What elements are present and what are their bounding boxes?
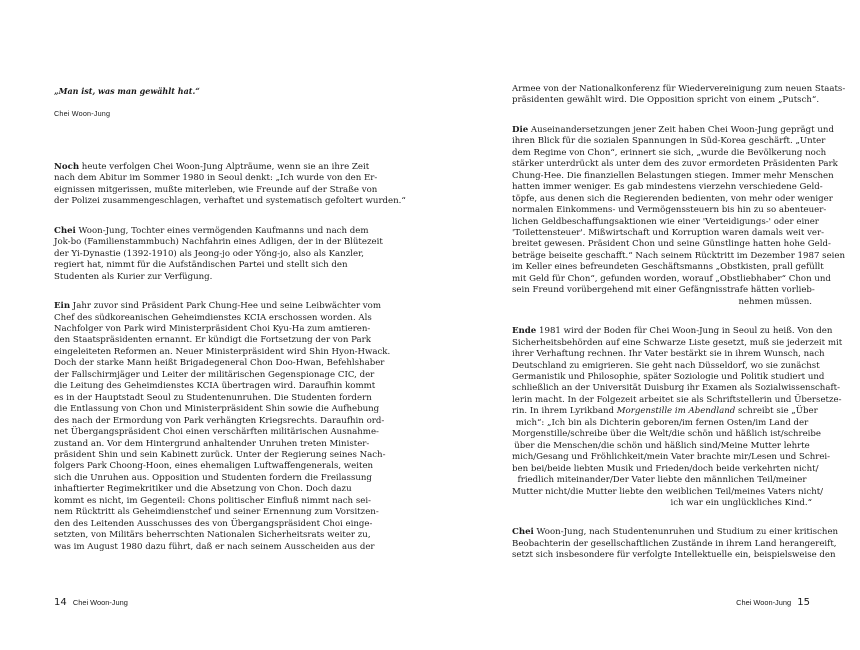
text-line: nehmen müssen.	[738, 296, 812, 307]
text-line: im Keller eines befreundeten Geschäftsmanns „Obstkisten, prall gefüllt	[512, 262, 824, 273]
text-line: kommt es nicht, im Gegenteil: Chons politischer Einfluß nimmt nach sei-	[54, 495, 371, 506]
paragraph-lead-word: Ende	[512, 326, 537, 337]
paragraph-chei-2	[512, 527, 839, 561]
text-line: Chung-Hee. Die finanziellen Belastungen stiegen. Immer mehr Menschen	[512, 170, 834, 181]
paragraph-lead-word: Chei	[512, 527, 534, 538]
running-head: Chei Woon-Jung	[72, 598, 128, 607]
right-page	[430, 0, 860, 650]
paragraph-lead-word: Ein	[54, 301, 71, 312]
footer-right	[736, 597, 810, 608]
text-line: schließlich an der Universität Duisburg ihr Examen als Sozialwissenschaft-	[512, 383, 840, 394]
text-line: töpfe, aus denen sich die Regierenden bedienten, von mehr oder weniger	[512, 193, 833, 204]
text-line: friedlich miteinander/Der Vater liebte den männlichen Teil/meiner	[517, 475, 807, 486]
text-line: regiert hat, nimmt für die Aufständischen Partei und stellt sich den	[54, 260, 348, 271]
text-line: Ende 1981 wird der Boden für Chei Woon-Jung in Seoul zu heiß. Von den	[512, 326, 833, 337]
text-line: der Polizei zusammengeschlagen, verhaftet und systematisch gefoltert wurden.“	[54, 196, 406, 207]
text-line: den des Leitenden Ausschusses des von Übergangspräsident Choi einge-	[54, 518, 373, 529]
paragraph-lead-word: Die	[512, 124, 529, 135]
text-line: Sicherheitsbehörden auf eine Schwarze Liste gesetzt, muß sie jederzeit mit	[512, 337, 843, 348]
paragraph-continuation	[512, 84, 846, 107]
text-line: hatten immer weniger. Es gab mindestens vierzehn verschiedene Geld-	[512, 182, 823, 193]
text-line: Ein Jahr zuvor sind Präsident Park Chung-Hee und seine Leibwächter vom	[54, 301, 381, 312]
page-number: 15	[797, 597, 810, 608]
text-line: ihren Blick für die sozialen Spannungen in Süd-Korea geschärft. „Unter	[512, 136, 826, 147]
text-line: sein Freund vorübergehend mit einer Gefängnisstrafe hätten vorlieb-	[512, 285, 815, 296]
text-line: Beobachterin der gesellschaftlichen Zustände in ihrem Land herangereift,	[512, 538, 837, 549]
text-line: Germanistik und Philosophie, später Soziologie und Politik studiert und	[512, 371, 825, 382]
text-line: des nach der Ermordung von Park verhängten Kriegsrechts. Daraufhin ord-	[54, 415, 385, 426]
text-line: breitet gewesen. Präsident Chon und seine Günstlinge hatten hohe Geld-	[512, 239, 831, 250]
page-number: 14	[54, 597, 67, 608]
paragraph-ende	[512, 326, 843, 509]
text-line: folgers Park Choong-Hoon, eines ehemaligen Luftwaffengenerals, weiten	[54, 461, 374, 472]
paragraph-die	[512, 124, 846, 308]
text-line: inhaftierter Regimekritiker und die Absetzung von Chon. Doch dazu	[54, 484, 352, 495]
paragraph-chei	[54, 225, 383, 283]
epigraph-attribution: Chei Woon-Jung	[54, 109, 111, 118]
text-line: den Staatspräsidenten ernannt. Er kündigt die Fortsetzung der von Park	[54, 335, 371, 346]
paragraph-ein	[54, 301, 391, 553]
text-line: die Leitung des Geheimdienstes KCIA übertragen wird. Daraufhin kommt	[54, 381, 376, 392]
text-line: ben bei/beide liebten Musik und Frieden/doch beide verkehrten nicht/	[512, 463, 819, 474]
text-line: mit Geld für Chon“, gefunden worden, worauf „Obstliebhaber“ Chon und	[512, 273, 831, 284]
paragraph-lead-word: Noch	[54, 162, 80, 172]
text-line: nach dem Abitur im Sommer 1980 in Seoul denkt: „Ich wurde von den Er-	[54, 173, 378, 184]
text-line: normalen Einkommens- und Vermögenssteuern bis hin zu so abenteuer-	[512, 205, 827, 216]
text-line: dem Regime von Chon“, erinnert sie sich, „wurde die Bevölkerung noch	[512, 147, 827, 158]
text-line: präsidenten gewählt wird. Die Opposition spricht von einem „Putsch“.	[512, 95, 820, 106]
book-title: Morgenstille im Abendland	[616, 406, 736, 417]
text-line: die Entlassung von Chon und Ministerpräsident Shin sowie die Aufhebung	[54, 404, 380, 415]
text-line: der Fallschirmjäger und Leiter der militärischen Gegenspionage CIC, der	[54, 369, 375, 380]
text-line: der Yi-Dynastie (1392-1910) als Jeong-jo oder Yŏng-jo, also als Kanzler,	[54, 248, 364, 259]
text-line: Chef des südkoreanischen Geheimdienstes KCIA erschossen worden. Als	[54, 312, 372, 323]
text-line: sich die Unruhen aus. Opposition und Studenten fordern die Freilassung	[54, 472, 372, 483]
text-line: Doch der starke Mann heißt Brigadegeneral Chon Doo-Hwan, Befehlshaber	[54, 358, 385, 369]
text-line: was im August 1980 dazu führt, daß er nach seinem Ausscheiden aus der	[54, 541, 375, 552]
running-head: Chei Woon-Jung	[736, 598, 792, 607]
text-line: ich war ein unglückliches Kind.“	[670, 497, 812, 508]
paragraph-noch	[54, 162, 406, 208]
epigraph-quote: „Man ist, was man gewählt hat.“	[54, 86, 200, 96]
text-line: stärker unterdrückt als unter dem des zuvor ermordeten Präsidenten Park	[512, 159, 838, 170]
text-line: Die Auseinandersetzungen jener Zeit haben Chei Woon-Jung geprägt und	[512, 124, 834, 135]
text-line: Armee von der Nationalkonferenz für Wiedervereinigung zum neuen Staats-	[512, 84, 846, 94]
text-line: Noch heute verfolgen Chei Woon-Jung Alpträume, wenn sie an ihre Zeit	[54, 162, 370, 172]
text-line: Deutschland zu emigrieren. Sie geht nach Düsseldorf, wo sie zunächst	[512, 360, 820, 371]
left-text-column	[54, 162, 406, 571]
text-line: Mutter nicht/die Mutter liebte den weiblichen Teil/meines Vaters nicht/	[512, 486, 824, 497]
text-line: net Übergangspräsident Choi einen verschärften militärischen Ausnahme-	[54, 427, 379, 438]
text-line: mich“: „Ich bin als Dichterin geboren/im fernen Osten/im Land der	[515, 417, 809, 428]
paragraph-lead-word: Chei	[54, 225, 76, 236]
text-line: 'Toilettensteuer'. Mißwirtschaft und Korruption waren damals weit ver-	[512, 227, 825, 238]
text-line: Chei Woon-Jung, nach Studentenunruhen und Studium zu einer kritischen	[512, 527, 839, 538]
text-line: beträge beiseite geschafft.“ Nach seinem Rücktritt im Dezember 1987 seien	[512, 250, 846, 261]
text-line: mich/Gesang und Fröhlichkeit/mein Vater brachte mir/Lesen und Schrei-	[512, 452, 831, 463]
right-text-column	[512, 84, 846, 580]
text-line: setzten, von Militärs beherrschten Nationalen Sicherheitsrats weiter zu,	[54, 530, 371, 541]
text-line: Jok-bo (Familienstammbuch) Nachfahrin eines Adligen, der in der Blütezeit	[54, 237, 383, 248]
text-line: zustand an. Vor dem Hintergrund anhaltender Unruhen treten Minister-	[54, 438, 370, 449]
text-line: lichen Geldbeschaffungsaktionen wie einer 'Verteidigungs-' oder einer	[512, 216, 819, 227]
text-line: rin. In ihrem Lyrikband Morgenstille im Abendland schreibt sie „Über	[512, 406, 818, 417]
text-line: ihrer Verhaftung rechnen. Ihr Vater bestärkt sie in ihrem Wunsch, nach	[512, 349, 825, 360]
text-line: über die Menschen/die schön und häßlich sind/Meine Mutter lehrte	[514, 440, 810, 451]
text-line: nem Rücktritt als Geheimdienstchef und seiner Ernennung zum Vorsitzen-	[54, 507, 379, 518]
text-line: Nachfolger von Park wird Ministerpräsident Choi Kyu-Ha zum amtieren-	[54, 323, 371, 334]
text-line: eingeleiteten Reformen an. Neuer Ministerpräsident wird Shin Hyon-Hwack.	[54, 346, 391, 357]
text-line: lerin macht. In der Folgezeit arbeitet sie als Schriftstellerin und Übersetze-	[512, 394, 842, 405]
text-line: Studenten als Kurier zur Verfügung.	[54, 271, 213, 282]
text-line: setzt sich insbesondere für verfolgte Intellektuelle ein, beispielsweise den	[512, 550, 836, 561]
text-line: eignissen mitgerissen, mußte miterleben, wie Freunde auf der Straße von	[54, 184, 378, 195]
text-line: es in der Hauptstadt Seoul zu Studentenunruhen. Die Studenten fordern	[54, 392, 372, 403]
text-line: Chei Woon-Jung, Tochter eines vermögenden Kaufmanns und nach dem	[54, 225, 369, 236]
footer-left	[54, 597, 128, 608]
text-line: präsident Shin und sein Kabinett zurück. Unter der Regierung seines Nach-	[54, 449, 386, 460]
text-line: Morgenstille/schreibe über die Welt/die schön und häßlich ist/schreibe	[512, 429, 821, 440]
